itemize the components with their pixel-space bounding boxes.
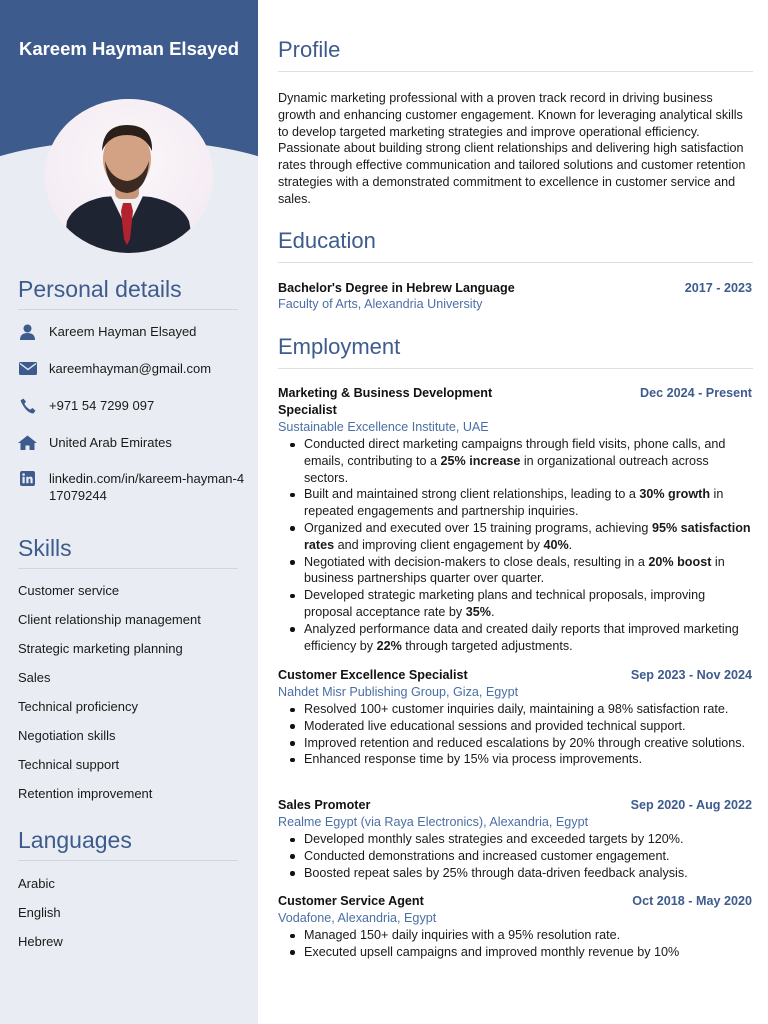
skill-item: Strategic marketing planning [18,641,183,656]
bullet-text: in repeated engagements and partnership inquiries. [304,487,724,519]
job-bullet-item [284,944,754,961]
profile-heading: Profile [278,37,753,72]
job-company: Nahdet Misr Publishing Group, Giza, Egypt [278,685,519,699]
job-bullet-item [284,751,754,768]
bullet-text: through targeted adjustments. [401,638,573,653]
job-title: Marketing & Business Development Specialist [278,386,493,417]
profile-photo [45,99,213,253]
skill-item: Retention improvement [18,786,153,801]
job-dates: Sep 2020 - Aug 2022 [630,798,752,812]
skill-item: Negotiation skills [18,728,116,743]
bullet-highlight: 30% growth [639,487,711,502]
bullet-text: Executed upsell campaigns and improved monthly revenue by 10% [304,944,680,959]
languages-heading: Languages [18,827,238,861]
bullet-text: Enhanced response time by 15% via process improvements. [304,752,643,767]
job-bullet-item [284,701,754,718]
education-school: Faculty of Arts, Alexandria University [278,297,483,311]
education-degree: Bachelor's Degree in Hebrew Language [278,281,515,295]
bullet-text: Organized and executed over 15 training programs, achieving [304,520,652,535]
bullet-text: Managed 150+ daily inquiries with a 95% resolution rate. [304,928,621,942]
job-bullets [284,831,754,881]
bullet-highlight: 40% [543,537,569,552]
job-dates: Sep 2023 - Nov 2024 [630,668,752,682]
bullet-text: Resolved 100+ customer inquiries daily, maintaining a 98% satisfaction rate. [304,702,729,716]
personal-phone-row [18,397,246,414]
phone-icon [18,397,37,414]
bullet-text: in organizational outreach across sectors. [304,453,709,485]
bullet-text: Developed strategic marketing plans and technical proposals, improving proposal acceptance rate by [304,588,706,619]
bullet-text: . [568,537,573,552]
personal-name-text: Kareem Hayman Elsayed [49,324,197,339]
bullet-highlight: 35% [465,604,491,619]
skills-heading: Skills [18,535,238,569]
bullet-text: Analyzed performance data and created daily reports that improved marketing efficiency by [304,621,739,653]
job-bullet-item [284,927,754,944]
bullet-text: Developed monthly sales strategies and exceeded targets by 120%. [304,832,684,846]
home-icon [18,434,37,451]
personal-location-row [18,434,246,451]
personal-email-link[interactable]: kareemhayman@gmail.com [49,361,212,376]
bullet-text: Moderated live educational sessions and provided technical support. [304,718,686,733]
envelope-icon [18,360,37,377]
skill-item: Technical support [18,757,120,772]
language-item: Hebrew [18,934,63,949]
job-company: Vodafone, Alexandria, Egypt [278,911,437,925]
bullet-text: Conducted direct marketing campaigns through field visits, phone calls, and emails, contributing to a [304,437,726,468]
bullet-highlight: 95% satisfaction rates [304,520,751,552]
education-heading: Education [278,228,753,263]
skill-item: Customer service [18,583,120,598]
candidate-name: Kareem Hayman Elsayed [18,38,240,59]
personal-details-heading: Personal details [18,276,238,310]
bullet-highlight: 20% boost [648,554,712,569]
job-bullets [284,436,754,654]
skill-item: Client relationship management [18,612,201,627]
bullet-highlight: 22% [376,638,402,653]
bullet-text: Improved retention and reduced escalations by 20% through creative solutions. [304,735,746,750]
job-bullet-item [284,436,754,486]
personal-email-row [18,360,246,377]
bullet-text: Boosted repeat sales by 25% through data-driven feedback analysis. [304,865,688,880]
job-title: Customer Excellence Specialist [278,668,468,682]
bullet-highlight: 25% increase [440,453,521,468]
job-company: Realme Egypt (via Raya Electronics), Alexandria, Egypt [278,815,589,829]
personal-name-row [18,323,246,340]
job-bullets [284,701,754,768]
job-title: Sales Promoter [278,798,371,812]
job-dates: Dec 2024 - Present [639,386,752,400]
personal-location-text: United Arab Emirates [49,435,172,450]
job-bullet-item [284,587,754,621]
job-company: Sustainable Excellence Institute, UAE [278,420,489,434]
person-icon [18,323,37,340]
personal-phone-text: +971 54 7299 097 [49,398,155,413]
skill-item: Technical proficiency [18,699,138,714]
job-dates: Oct 2018 - May 2020 [632,894,752,908]
personal-linkedin-link[interactable]: linkedin.com/in/kareem-hayman-417079244 [49,471,245,503]
sidebar [0,0,258,1024]
job-title: Customer Service Agent [278,894,424,908]
job-bullet-item [284,735,754,752]
job-bullet-item [284,486,754,520]
bullet-text: Negotiated with decision-makers to close deals, resulting in a [304,554,649,569]
bullet-text: and improving client engagement by [334,537,544,552]
job-bullet-item [284,520,754,554]
profile-summary: Dynamic marketing professional with a proven track record in driving business growth and enhancing customer engagement. Known for leveraging analytical skills to develop targeted marketing strategies and improve operational efficiency. Passionate about building strong client relationships and delivering high satisfaction rates through effective communication and tailored solutions and customer retention strategies with a demonstrated commitment to excellence in customer service and sales. [278,91,746,206]
language-item: Arabic [18,876,55,891]
bullet-text: in business partnerships quarter over quarter. [304,554,725,586]
job-bullet-item [284,865,754,882]
language-item: English [18,905,61,920]
bullet-text: Conducted demonstrations and increased customer engagement. [304,848,670,863]
job-bullet-item [284,554,754,588]
bullet-text: . [490,604,495,619]
bullet-text: Built and maintained strong client relationships, leading to a [304,487,640,502]
job-bullet-item [284,848,754,865]
job-bullet-item [284,718,754,735]
linkedin-icon [18,470,37,487]
skill-item: Sales [18,670,51,685]
employment-heading: Employment [278,334,753,369]
job-bullet-item [284,621,754,655]
personal-linkedin-row [18,470,246,504]
job-bullets [284,927,754,961]
job-bullet-item [284,831,754,848]
education-dates: 2017 - 2023 [684,281,752,295]
